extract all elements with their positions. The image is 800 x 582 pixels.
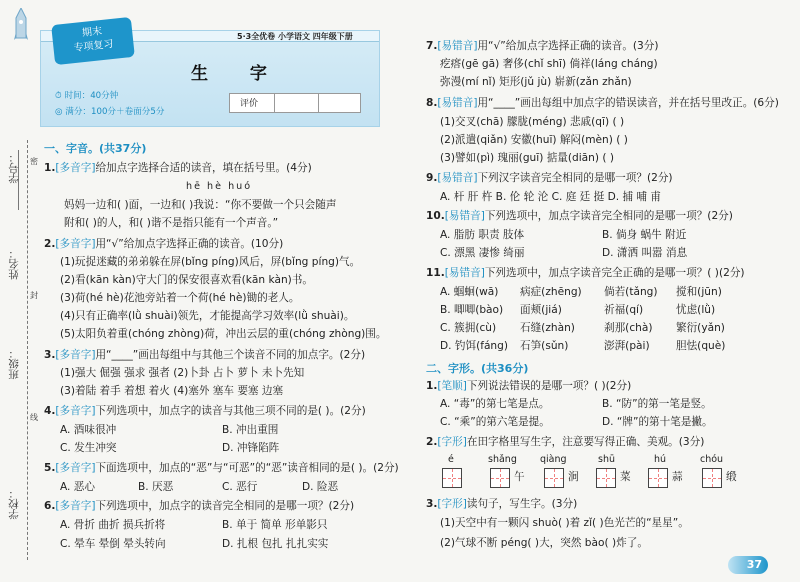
q8-row-3: (3)譬如(pì) 瑰丽(guī) 掂量(diān) ( )	[440, 152, 615, 164]
char-jian: 涧	[568, 471, 579, 483]
unit-header	[40, 26, 380, 127]
q11-a-1: A. 蝈蛔(wā)	[440, 286, 499, 298]
q5-option-c: C. 恶行	[222, 481, 258, 493]
grid-cell-6[interactable]	[702, 468, 722, 488]
q6-option-a: A. 骨折 曲折 损兵折将	[60, 519, 166, 531]
xian-mark: 线	[30, 413, 38, 422]
q2-1-option-d: D. “牌”的第十笔是撇。	[602, 416, 713, 428]
q11-b-2: 面颊(jiá)	[520, 304, 562, 316]
char-duan: 缎	[726, 471, 737, 483]
q11-d-4: 胆怯(què)	[676, 340, 726, 352]
series-label: 5·3全优卷 小学语文 四年级下册	[237, 32, 353, 41]
q2-1-line: 1.[笔顺]下列说法错误的是哪一项？( )(2分)	[426, 380, 632, 392]
q2-item-2: (2)看(kān kàn)守大门的保安很喜欢看(kān kàn)书。	[60, 274, 313, 286]
q5-option-b: B. 厌恶	[138, 481, 174, 493]
pinyin-e: é	[448, 454, 454, 465]
grid-cell-5[interactable]	[648, 468, 668, 488]
q10-option-c: C. 漂黑 凄惨 绮丽	[440, 247, 525, 259]
q2-item-5: (5)太阳负着重(chóng zhòng)荷，冲出云层的重(chóng zhòng)围。	[60, 328, 387, 340]
pinyin-shang: shǎng	[488, 454, 517, 465]
q4-option-c: C. 发生冲突	[60, 442, 117, 454]
q8-line: 8.[易错音]用“____”画出每组中加点字的错误读音，并在括号里改正。(6分)	[426, 97, 779, 109]
section-2-heading: 二、字形。(共36分)	[426, 362, 529, 375]
q4-line: 4.[多音字]下列选项中，加点字的读音与其他三项不同的是( )。(2分)	[44, 405, 366, 417]
char-cai: 菜	[620, 471, 631, 483]
q2-3-sentence-1: (1)天空中有一颗闪 shuò( )着 zǐ( )色光芒的“星星”。	[440, 517, 689, 529]
char-wu: 午	[514, 471, 525, 483]
q10-option-a: A. 脂肪 职责 肢体	[440, 229, 525, 241]
q6-line: 6.[多音字]下列选项中，加点字的读音完全相同的是哪一项？(2分)	[44, 500, 355, 512]
q4-option-d: D. 冲锋陷阵	[222, 442, 280, 454]
q2-2-line: 2.[字形]在田字格里写生字，注意要写得正确、美观。(3分)	[426, 436, 705, 448]
q2-line: 2.[多音字]用“√”给加点字选择正确的读音。(10分)	[44, 238, 284, 250]
q2-1-option-b: B. “防”的第一笔是竖。	[602, 398, 712, 410]
q6-option-d: D. 扎根 包扎 扎扎实实	[222, 538, 329, 550]
q2-3-sentence-2: (2)气球不断 péng( )大，突然 bào( )炸了。	[440, 537, 648, 549]
q9-line: 9.[易错音]下列汉字读音完全相同的是哪一项？(2分)	[426, 172, 673, 184]
student-id-label: 学号：	[8, 152, 20, 184]
q9-options: A. 杆 肝 杵 B. 伦 轮 沦 C. 庭 廷 挺 D. 捕 哺 甫	[440, 191, 661, 203]
q1-line: 1.[多音字]给加点字选择合适的读音，填在括号里。(4分)	[44, 162, 312, 174]
q11-a-4: 搅和(jūn)	[676, 286, 722, 298]
q11-d-3: 澎湃(pài)	[604, 340, 650, 352]
q3-line: 3.[多音字]用“____”画出每组中与其他三个读音不同的加点字。(2分)	[44, 349, 366, 361]
q5-option-d: D. 险恶	[302, 481, 339, 493]
q11-c-3: 刹那(chà)	[604, 322, 653, 334]
q11-b-4: 忧虑(lǜ)	[676, 304, 716, 316]
school-label: 学校：	[8, 488, 20, 520]
pinyin-qiang: qiàng	[540, 454, 567, 465]
mi-mark: 密	[30, 157, 38, 166]
q11-line: 11.[易错音]下列选项中，加点字读音完全正确的是哪一项？( )(2分)	[426, 267, 745, 279]
q8-row-1: (1)交叉(chā) 朦胧(méng) 悲戚(qī) ( )	[440, 116, 625, 128]
q2-3-line: 3.[字形]读句子，写生字。(3分)	[426, 498, 578, 510]
q10-option-b: B. 倘身 蜗牛 附近	[602, 229, 687, 241]
q11-c-4: 繁衍(yǎn)	[676, 322, 725, 334]
q6-option-b: B. 单于 简单 形单影只	[222, 519, 328, 531]
time-info: ⏱ 时间：40分钟	[55, 91, 119, 101]
score-info: ◎ 满分：100分＋卷面分5分	[55, 107, 165, 117]
q2-1-option-a: A. “毒”的第七笔是点。	[440, 398, 550, 410]
q11-b-1: B. 唧唧(bào)	[440, 304, 504, 316]
q2-item-4: (4)只有正确率(lǜ shuài)领先，才能提高学习效率(lǜ shuài)。	[60, 310, 355, 322]
q2-item-3: (3)荷(hé hè)花池旁站着一个荷(hé hè)锄的老人。	[60, 292, 300, 304]
page-number: 37	[728, 556, 768, 574]
q5-line: 5.[多音字]下面选项中，加点的“恶”与“可恶”的“恶”读音相同的是( )。(2分)	[44, 462, 399, 474]
q11-a-2: 病症(zhēng)	[520, 286, 582, 298]
pinyin-shu: shū	[598, 454, 615, 465]
grid-cell-3[interactable]	[544, 468, 564, 488]
q1-sentence-2: 附和( )的人，和( )谐不是指只能有一个声音。”	[64, 217, 279, 229]
grid-cell-2[interactable]	[490, 468, 510, 488]
q2-1-option-c: C. “乘”的第六笔是提。	[440, 416, 550, 428]
feng-mark: 封	[30, 291, 38, 300]
q3-row-2: (3)着陆 着手 着想 着火 (4)塞外 塞车 要塞 边塞	[60, 385, 284, 397]
q8-row-2: (2)派遣(qiǎn) 安徽(huī) 解闷(mèn) ( )	[440, 134, 628, 146]
q1-sentence-1: 妈妈一边和( )面，一边和( )我说：“你不要做一个只会随声	[64, 199, 337, 211]
student-name-label: 姓名：	[8, 248, 20, 280]
q3-row-1: (1)强大 倔强 强求 强者 (2)卜卦 占卜 萝卜 未卜先知	[60, 367, 305, 379]
q10-option-d: D. 潇洒 叫嚣 消息	[602, 247, 688, 259]
q11-c-1: C. 簇拥(cù)	[440, 322, 497, 334]
evaluation-box: 评价	[229, 93, 361, 113]
class-label: 班级：	[8, 348, 20, 380]
pinyin-hu: hú	[654, 454, 667, 465]
grid-cell-4[interactable]	[596, 468, 616, 488]
binding-line	[27, 140, 29, 560]
q11-d-1: D. 钓饵(fáng)	[440, 340, 509, 352]
review-badge: 期末 专项复习	[51, 17, 135, 65]
q6-option-c: C. 晕车 晕倒 晕头转向	[60, 538, 166, 550]
grid-cell-1[interactable]	[442, 468, 462, 488]
q7-line: 7.[易错音]用“√”给加点字选择正确的读音。(3分)	[426, 40, 659, 52]
rocket-icon	[14, 8, 28, 46]
q2-item-1: (1)玩捉迷藏的弟弟躲在屏(bǐng píng)风后，屏(bǐng píng)气。	[60, 256, 361, 268]
q10-line: 10.[易错音]下列选项中，加点字读音完全相同的是哪一项？(2分)	[426, 210, 733, 222]
q11-d-2: 石笋(sǔn)	[520, 340, 569, 352]
q4-option-a: A. 酒味很冲	[60, 424, 117, 436]
q7-row-1: 疙瘩(gē gā) 奢侈(chǐ shī) 倘祥(láng cháng)	[440, 58, 658, 70]
q7-row-2: 弥漫(mí nǐ) 矩形(jǔ jù) 崭新(zǎn zhǎn)	[440, 76, 632, 88]
char-suan: 蒜	[672, 471, 683, 483]
q1-pinyin: hē hè huó	[186, 181, 253, 192]
q5-option-a: A. 恶心	[60, 481, 95, 493]
q11-c-2: 石缝(zhàn)	[520, 322, 575, 334]
q4-option-b: B. 冲出重围	[222, 424, 279, 436]
section-1-heading: 一、字音。(共37分)	[44, 142, 147, 155]
pinyin-chou: chóu	[700, 454, 724, 465]
page-title: 生 字	[191, 64, 285, 84]
q11-a-3: 倘若(tǎng)	[604, 286, 658, 298]
q11-b-3: 祈福(qí)	[604, 304, 644, 316]
